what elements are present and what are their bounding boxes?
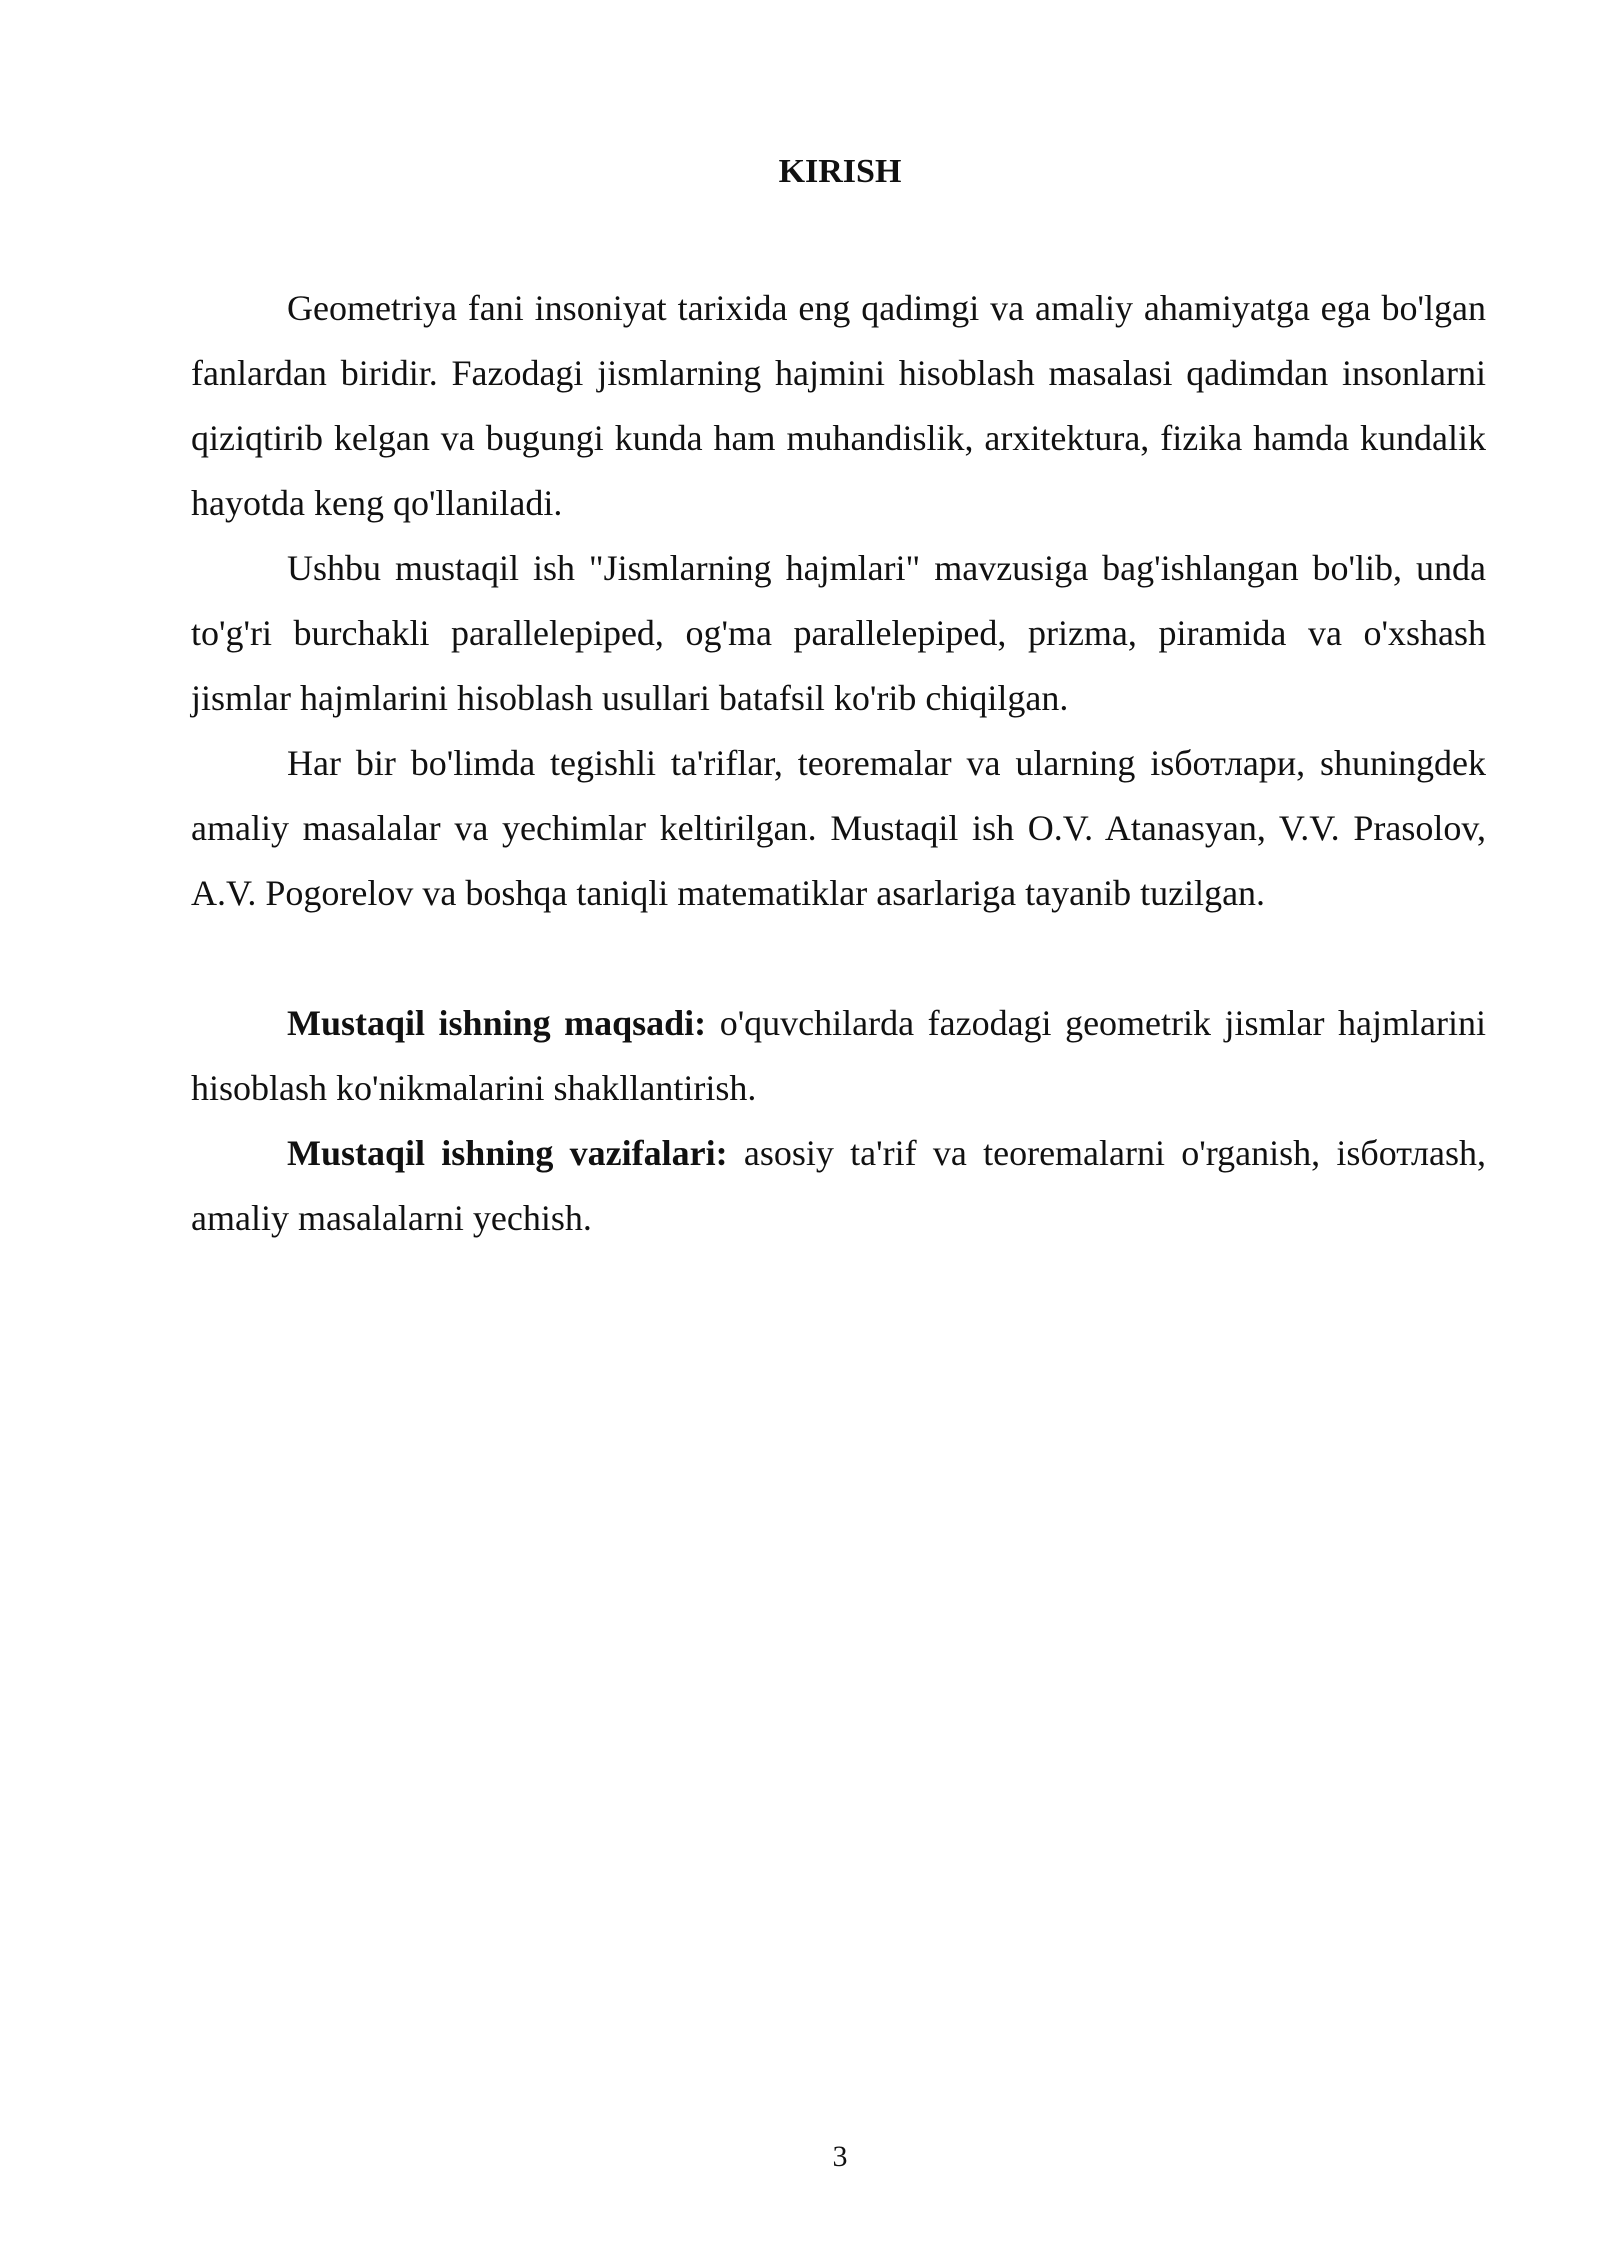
- page-number: 3: [832, 2140, 848, 2173]
- intro-paragraph-3: Har bir bo'limda tegishli ta'riflar, teoremalar va ularning isботлари, shuningdek amaliy masalalar va yechimlar keltirilgan. Mustaqil ish O.V. Atanasyan, V.V. Prasolov, A.V. Pogorelov va boshqa taniqli matematiklar asarlariga tayanib tuzilgan.: [191, 743, 1486, 913]
- goal-paragraph: [191, 991, 1486, 1121]
- paragraph-gap: [191, 926, 1486, 991]
- tasks-text: asosiy ta'rif va teoremalarni o'rganish, isботлаsh, amaliy masalalarni yechish.: [191, 1133, 1487, 1238]
- intro-paragraph-2: Ushbu mustaqil ish "Jismlarning hajmlari" mavzusiga bag'ishlangan bo'lib, unda to'g'ri burchakli parallelepiped, og'ma parallelepiped, prizma, piramida va o'xshash jismlar hajmlarini hisoblash usullari batafsil ko'rib chiqilgan.: [191, 548, 1486, 718]
- tasks-label: Mustaqil ishning vazifalari:: [287, 1133, 728, 1173]
- tasks-paragraph: [191, 1121, 1486, 1251]
- body-text: [191, 276, 1486, 1251]
- page-title: KIRISH: [778, 153, 902, 190]
- goal-text: o'quvchilarda fazodagi geometrik jismlar hajmlarini hisoblash ko'nikmalarini shakllantirish.: [191, 1003, 1486, 1108]
- goal-label: Mustaqil ishning maqsadi:: [287, 1003, 707, 1043]
- intro-paragraph-1: Geometriya fani insoniyat tarixida eng qadimgi va amaliy ahamiyatga ega bo'lgan fanlardan biridir. Fazodagi jismlarning hajmini hisoblash masalasi qadimdan insonlarni qiziqtirib kelgan va bugungi kunda ham muhandislik, arxitektura, fizika hamda kundalik hayotda keng qo'llaniladi.: [191, 288, 1486, 523]
